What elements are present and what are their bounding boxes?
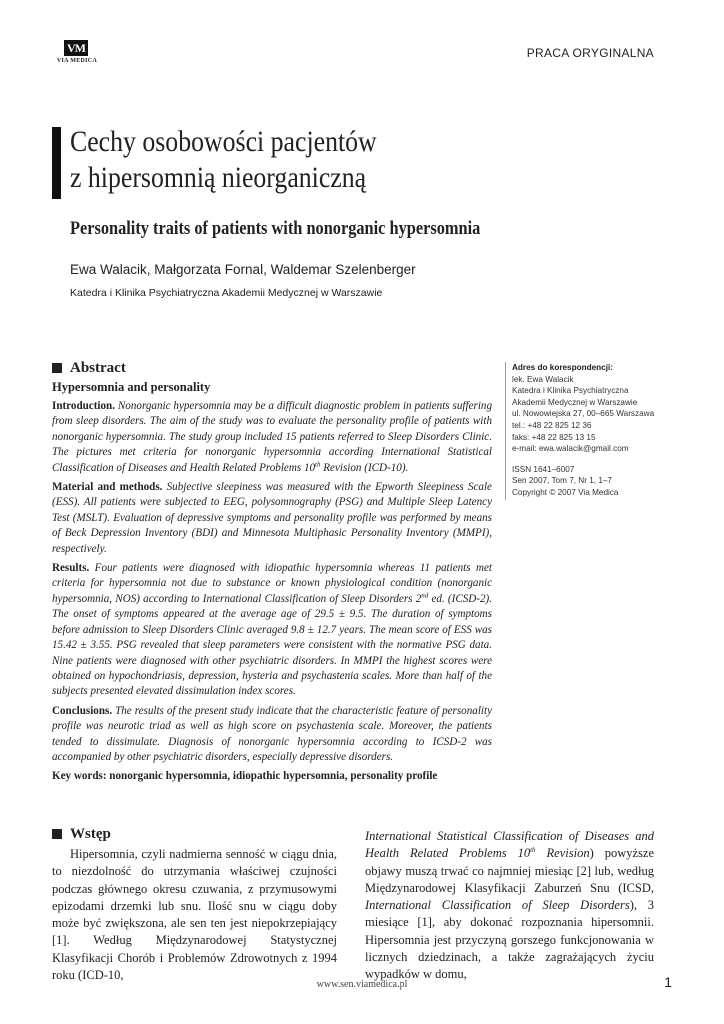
- abstract-methods: [52, 480, 492, 557]
- title-line-2: z hipersomnią nieorganiczną: [70, 161, 367, 194]
- results-text-b: ed. (ICSD-2). The onset of symptoms appeared at the average age of 29.5 ± 9.5. The duration of symptoms before admission to Sleep Disorders Clinic averaged 9.8 ± 12.7 years. The mean score of ESS was 15.42 ± 3.55. PSG revealed that sleep parameters were consistent with the normative PSG data. Nine patients were diagnosed with other psychiatric disorders. In MMPI the highest scores were obtained on hypochondriasis, depression, hysteria and psychastenia scales. More than half of the subjects presented elevated dissimulation index scores.: [52, 592, 492, 698]
- intro-heading-text: Wstęp: [70, 826, 111, 842]
- article-title: [70, 124, 552, 196]
- intro-column-left: [52, 846, 337, 984]
- right-sup: th: [530, 846, 536, 855]
- volume-info: Sen 2007, Tom 7, Nr 1, 1–7: [512, 476, 612, 486]
- methods-text: Subjective sleepiness was measured with the Epworth Sleepiness Scale (ESS). All patients were subjected to EEG, polysomnography (PSG) and Multiple Sleep Latency Test (MSLT). Evaluation of depressive symptoms and personality profile was performed by means of Beck Depression Inventory (BDI) and Minnesota Multiphasic Personality Inventory (MMPI), respectively.: [52, 481, 492, 555]
- logo-mark: VM: [64, 40, 88, 56]
- via-medica-logo: [52, 40, 102, 68]
- abstract-body: [52, 399, 492, 785]
- issn: ISSN 1641–6007: [512, 464, 575, 474]
- correspondence-email[interactable]: e-mail: ewa.walacik@gmail.com: [512, 444, 629, 454]
- logo-text: VIA MEDICA: [56, 58, 98, 64]
- conclusions-label: Conclusions.: [52, 704, 113, 717]
- right-italic-c: International Classification of Sleep Disorders: [365, 898, 630, 913]
- correspondence-heading: Adres do korespondencji:: [512, 363, 613, 372]
- correspondence-name: lek. Ewa Walacik: [512, 374, 574, 384]
- intro-sup: th: [315, 459, 321, 468]
- heading-square-icon: [52, 363, 62, 373]
- authors: Ewa Walacik, Małgorzata Fornal, Waldemar Szelenberger: [70, 262, 416, 277]
- results-text-a: Four patients were diagnosed with idiopathic hypersomnia whereas 11 patients met criteria for hypersomnia not due to substance or known physiological condition (nonorganic hypersomnia, NOS) according to International Classification of Sleep Disorders 2: [52, 562, 492, 605]
- abstract-heading: [52, 360, 126, 377]
- methods-label: Material and methods.: [52, 481, 163, 494]
- copyright: Copyright © 2007 Via Medica: [512, 487, 619, 497]
- heading-square-icon: [52, 829, 62, 839]
- intro-column-right: [365, 828, 654, 984]
- right-italic-b: Revision: [535, 846, 590, 861]
- title-accent-bar: [52, 127, 61, 199]
- footer-url[interactable]: www.sen.viamedica.pl: [316, 979, 408, 990]
- abstract-heading-text: Abstract: [70, 360, 126, 376]
- intro-text-b: Revision (ICD-10).: [320, 461, 409, 474]
- correspondence-dept-1: Katedra i Klinika Psychiatryczna: [512, 386, 629, 396]
- correspondence-fax: faks: +48 22 825 13 15: [512, 432, 596, 442]
- right-text-a: ) powyższe objawy muszą trwać co najmniej miesiąc [2] lub, według Międzynarodowej Klasyfikacji Zaburzeń Snu (ICSD,: [365, 846, 655, 895]
- intro-left-paragraph: Hipersomnia, czyli nadmierna senność w ciągu dnia, to niezdolność do utrzymania właściwej czujności podczas głównego okresu czuwania, z przymusowymi epizodami drzemki lub snu. Ilość snu w ciągu doby może być zwiększona, ale sen ten jest niepokrzepiający [1]. Według Międzynarodowej Statystycznej Klasyfikacji Chorób i Problemów Zdrowotnych z 1994 roku (ICD-10,: [52, 847, 337, 983]
- correspondence-box: [512, 362, 672, 499]
- abstract-conclusions: [52, 704, 492, 766]
- right-italic-a: International Statistical Classification of Diseases and Health Related Problems 10: [365, 829, 654, 861]
- intro-right-paragraph: [365, 828, 654, 984]
- conclusions-text: The results of the present study indicate that the characteristic feature of personality profile was neurotic triad as well as high score on psychastenia scale. Moreover, the patients tended to dissimulate. Diagnosis of nonorganic hypersomnia according to ICSD-2 was accompanied by other psychiatric disorders, especially depressive disorders.: [52, 704, 492, 763]
- results-label: Results.: [52, 562, 90, 575]
- affiliation: Katedra i Klinika Psychiatryczna Akademii Medycznej w Warszawie: [70, 287, 383, 299]
- correspondence-dept-2: Akademii Medycznej w Warszawie: [512, 397, 638, 407]
- abstract-subheading: Hypersomnia and personality: [52, 380, 211, 394]
- key-words: Key words: nonorganic hypersomnia, idiopathic hypersomnia, personality profile: [52, 770, 438, 783]
- correspondence-divider: [505, 362, 506, 500]
- correspondence-tel: tel.: +48 22 825 12 36: [512, 420, 592, 430]
- title-line-1: Cechy osobowości pacjentów: [70, 125, 377, 158]
- intro-text-a: Nonorganic hypersomnia may be a difficult diagnostic problem in patients suffering from sleep disorders. The aim of the study was to evaluate the personality profile of patients with nonorganic hypersomnia. The study group included 15 patients referred to Sleep Disorders Clinic. The pictures met criteria for nonorganic hypersomnia according International Statistical Classification of Diseases and Health Related Problems 10: [52, 400, 492, 474]
- right-text-b: ), 3 miesiące [1], aby dokonać rozpoznania hipersomnii. Hipersomnia jest przyczyną gorszego funkcjonowania w licznych dziedzinach, a także zagrażających życiu wypadków w domu,: [365, 898, 654, 982]
- intro-heading: [52, 826, 111, 843]
- article-title-english: Personality traits of patients with nonorganic hypersomnia: [70, 218, 481, 239]
- page-number: 1: [664, 974, 672, 990]
- correspondence-address: ul. Nowowiejska 27, 00–665 Warszawa: [512, 409, 655, 419]
- abstract-introduction: [52, 399, 492, 476]
- results-sup: nd: [421, 591, 429, 600]
- abstract-results: [52, 561, 492, 700]
- intro-label: Introduction.: [52, 400, 115, 412]
- section-type-label: PRACA ORYGINALNA: [526, 46, 654, 60]
